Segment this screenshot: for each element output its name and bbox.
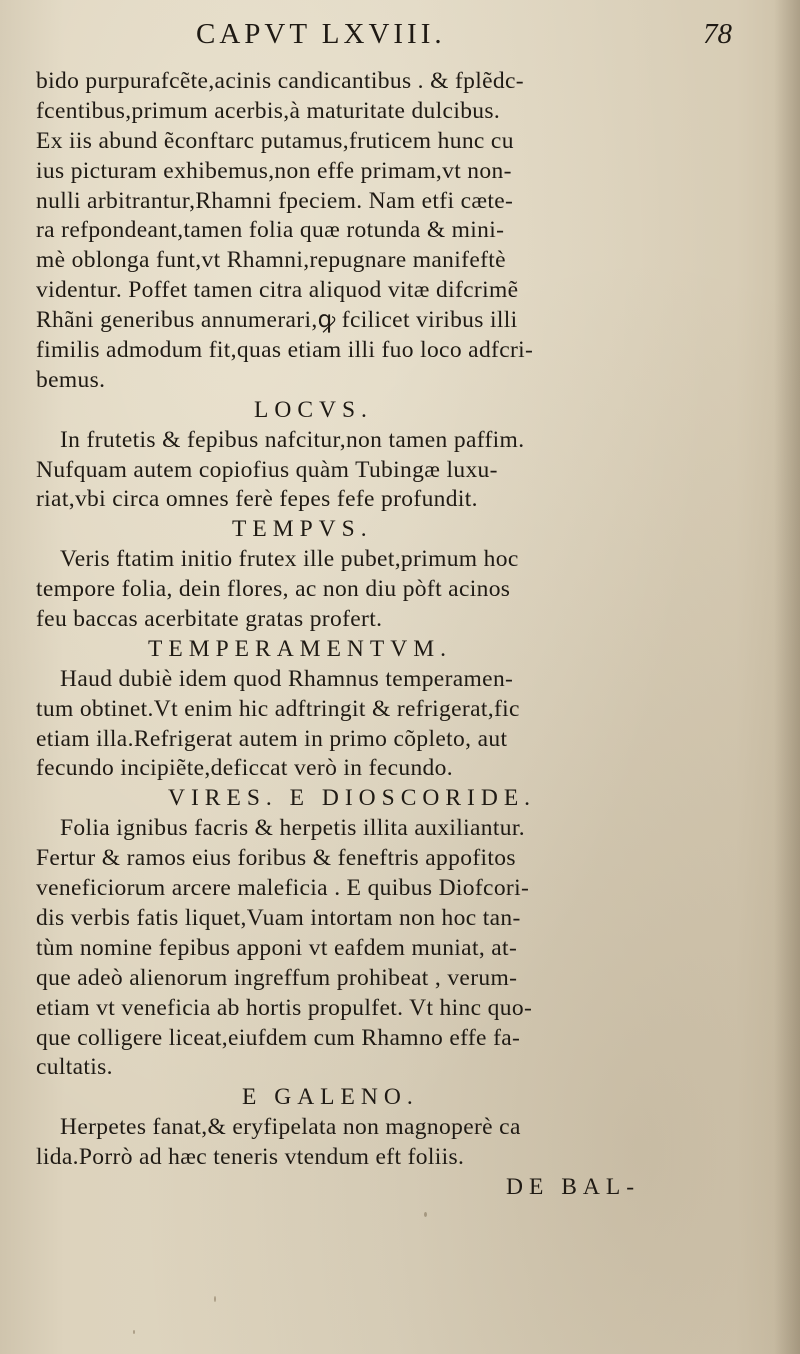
text-line: mè oblonga funt,vt Rhamni,repugnare manifeftè (36, 247, 506, 274)
text-line: Herpetes fanat,& eryfipelata non magnoperè ca (60, 1114, 521, 1141)
section-heading-vires: VIRES. E DIOSCORIDE. (168, 785, 537, 812)
text-line: dis verbis fatis liquet,Vuam intortam non hoc tan- (36, 904, 521, 931)
text-line: tùm nomine fepibus apponi vt eafdem muniat, at- (36, 934, 518, 961)
text-line: videntur. Poffet tamen citra aliquod vitæ difcrimẽ (36, 277, 519, 304)
text-line: tempore folia, dein flores, ac non diu pòft acinos (36, 576, 511, 603)
text-line: fecundo incipiẽte,deficcat verò in fecundo. (36, 755, 453, 782)
text-line: ius picturam exhibemus,non effe primam,vt non- (36, 157, 512, 184)
section-heading-locus: LOCVS. (254, 396, 373, 423)
text-line: que adeò alienorum ingreffum prohibeat , verum- (36, 964, 518, 991)
text-line: veneficiorum arcere maleficia . E quibus Diofcori- (36, 875, 530, 902)
text-line: Fertur & ramos eius foribus & feneftris appofitos (36, 845, 516, 872)
section-heading-temperamentum: TEMPERAMENTVM. (148, 635, 452, 662)
text-line: nulli arbitrantur,Rhamni fpeciem. Nam etfi cæte- (36, 187, 514, 214)
text-line: Folia ignibus facris & herpetis illita auxiliantur. (60, 815, 525, 842)
text-line: bemus. (36, 366, 106, 393)
text-line: etiam illa.Refrigerat autem in primo cõpleto, aut (36, 725, 508, 752)
paper-speck (133, 1330, 135, 1334)
text-line: riat,vbi circa omnes ferè fepes fefe profundit. (36, 486, 478, 513)
text-line: Haud dubiè idem quod Rhamnus temperamen- (60, 665, 514, 692)
text-line: ra refpondeant,tamen folia quæ rotunda & mini- (36, 217, 505, 244)
text-line: etiam vt veneficia ab hortis propulfet. Vt hinc quo- (36, 994, 533, 1021)
text-line: tum obtinet.Vt enim hic adftringit & refrigerat,fic (36, 695, 520, 722)
text-line: feu baccas acerbitate gratas profert. (36, 606, 383, 633)
text-line: que colligere liceat,eiufdem cum Rhamno effe fa- (36, 1024, 521, 1051)
text-line: Nufquam autem copiofius quàm Tubingæ luxu- (36, 456, 498, 483)
page-number: 78 (703, 18, 732, 50)
text-line: fimilis admodum fit,quas etiam illi fuo loco adfcri- (36, 337, 534, 364)
text-line: In frutetis & fepibus nafcitur,non tamen paffim. (60, 426, 525, 453)
page-header (0, 18, 800, 58)
paper-speck (214, 1296, 216, 1302)
text-line: Ex iis abund ẽconftarc putamus,fruticem hunc cu (36, 127, 514, 154)
text-block (36, 67, 766, 1203)
text-line: Veris ftatim initio frutex ille pubet,primum hoc (60, 546, 519, 573)
section-heading-galeno: E GALENO. (242, 1084, 419, 1111)
text-line: bido purpurafcẽte,acinis candicantibus . & fplẽdc- (36, 68, 524, 94)
text-line: cultatis. (36, 1054, 113, 1081)
text-line: lida.Porrò ad hæc teneris vtendum eft foliis. (36, 1144, 465, 1171)
text-line: Rhãni generibus annumerari,ꝙ fcilicet viribus illi (36, 307, 518, 334)
page-edge-shadow (774, 0, 800, 1354)
section-heading-tempus: TEMPVS. (232, 516, 373, 543)
text-line: fcentibus,primum acerbis,à maturitate dulcibus. (36, 97, 501, 124)
catchword: DE BAL- (506, 1173, 641, 1200)
paper-speck (424, 1212, 427, 1217)
running-title: CAPVT LXVIII. (196, 18, 446, 50)
